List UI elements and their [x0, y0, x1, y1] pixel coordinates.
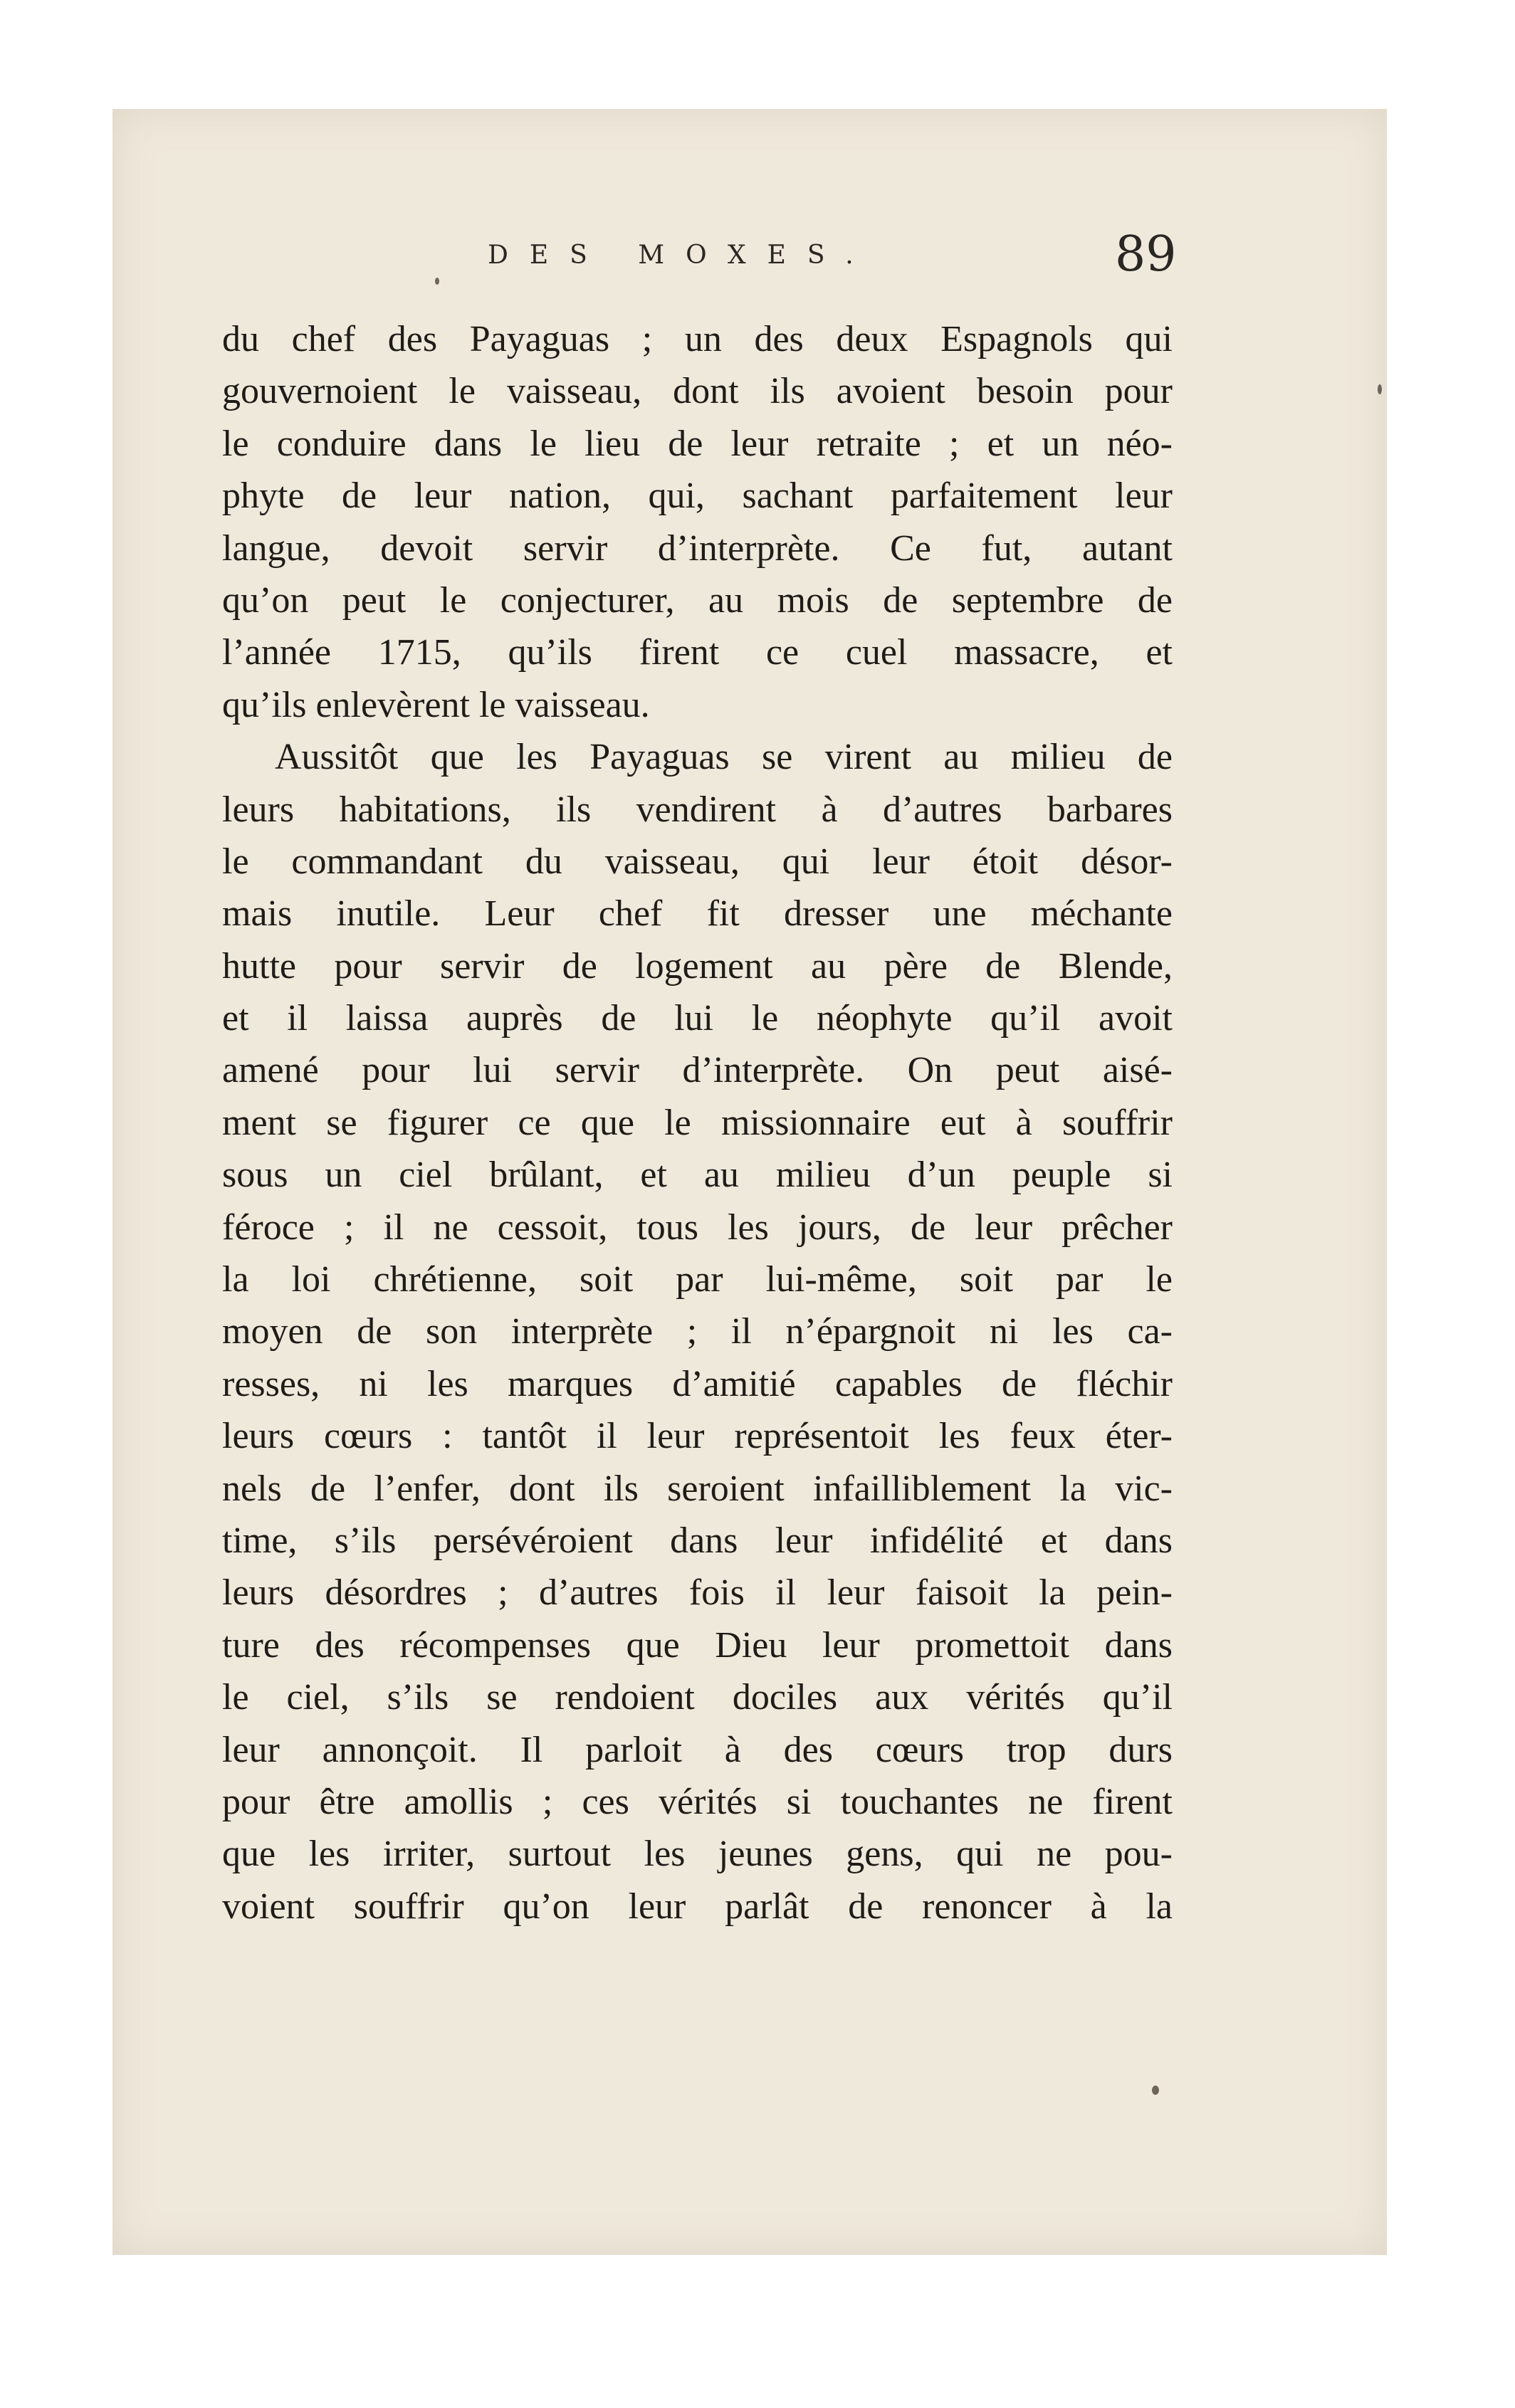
text-line: le commandant du vaisseau, qui leur étoit désor-: [222, 841, 1173, 882]
text-line: l’année 1715, qu’ils firent ce cuel massacre, et: [222, 632, 1173, 673]
text-line: nels de l’enfer, dont ils seroient infailliblement la vic-: [222, 1468, 1173, 1509]
text-line: leurs habitations, ils vendirent à d’autres barbares: [222, 789, 1173, 830]
text-line: ture des récompenses que Dieu leur promettoit dans: [222, 1624, 1173, 1666]
text-line: mais inutile. Leur chef fit dresser une méchante: [222, 893, 1173, 935]
text-line: le ciel, s’ils se rendoient dociles aux vérités qu’il: [222, 1677, 1173, 1718]
paper-speck: [1378, 384, 1382, 394]
text-line: gouvernoient le vaisseau, dont ils avoient besoin pour: [222, 371, 1173, 412]
text-line: qu’on peut le conjecturer, au mois de septembre de: [222, 579, 1173, 621]
text-line: du chef des Payaguas ; un des deux Espagnols qui: [222, 319, 1173, 359]
text-line: qu’ils enlevèrent le vaisseau.: [222, 684, 650, 725]
page-number: 89: [1115, 226, 1177, 283]
paper-speck: [435, 278, 439, 285]
text-line: voient souffrir qu’on leur parlât de renoncer à la: [222, 1886, 1173, 1927]
text-line: Aussitôt que les Payaguas se virent au milieu de: [275, 737, 1173, 778]
text-line: hutte pour servir de logement au père de Blende,: [222, 945, 1173, 987]
text-line: langue, devoit servir d’interprète. Ce fut, autant: [222, 527, 1173, 569]
text-line: féroce ; il ne cessoit, tous les jours, de leur prêcher: [222, 1206, 1173, 1248]
text-line: la loi chrétienne, soit par lui-même, soit par le: [222, 1259, 1173, 1300]
text-line: pour être amollis ; ces vérités si touchantes ne firent: [222, 1781, 1173, 1822]
text-line: et il laissa auprès de lui le néophyte qu’il avoit: [222, 998, 1173, 1039]
text-line: time, s’ils persévéroient dans leur infidélité et dans: [222, 1520, 1173, 1561]
paper-speck: [1152, 2086, 1159, 2095]
text-line: phyte de leur nation, qui, sachant parfaitement leur: [222, 475, 1173, 517]
text-line: amené pour lui servir d’interprète. On peut aisé-: [222, 1050, 1173, 1091]
body-text: [222, 313, 1173, 1933]
text-line: leurs désordres ; d’autres fois il leur faisoit la pein-: [222, 1572, 1173, 1614]
text-line: ment se figurer ce que le missionnaire eut à souffrir: [222, 1102, 1173, 1143]
running-title: DES MOXES.: [488, 241, 875, 270]
text-line: le conduire dans le lieu de leur retraite ; et un néo-: [222, 423, 1173, 464]
text-line: resses, ni les marques d’amitié capables de fléchir: [222, 1363, 1173, 1404]
text-line: que les irriter, surtout les jeunes gens, qui ne pou-: [222, 1834, 1173, 1875]
text-line: sous un ciel brûlant, et au milieu d’un peuple si: [222, 1155, 1173, 1196]
text-line: leur annonçoit. Il parloit à des cœurs trop durs: [222, 1729, 1173, 1770]
text-line: leurs cœurs : tantôt il leur représentoit les feux éter-: [222, 1416, 1173, 1457]
text-line: moyen de son interprète ; il n’épargnoit ni les ca-: [222, 1311, 1173, 1352]
